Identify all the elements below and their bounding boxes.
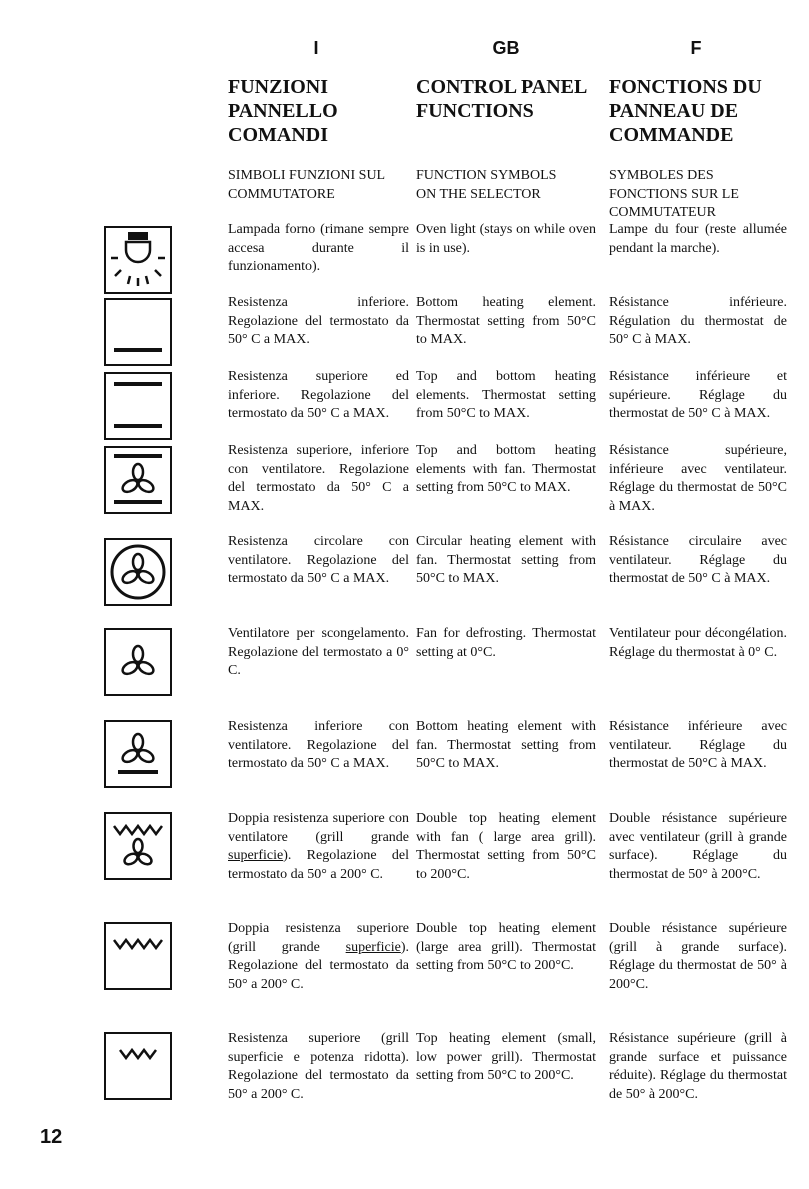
- function-description-gb: Bottom heating element with fan. Thermostat setting from 50°C to MAX.: [416, 719, 596, 771]
- function-description-it: Ventilatore per scongelamento. Regolazione del termostato a 0° C.: [228, 626, 409, 678]
- function-description-fr: Lampe du four (reste allumée pendant la marche).: [609, 222, 787, 256]
- page-number: 12: [40, 1126, 63, 1148]
- function-description-it: Resistenza circolare con ventilatore. Regolazione del termostato da 50° C a MAX.: [228, 534, 409, 586]
- subtitle-italian: SIMBOLI FUNZIONI SUL COMMUTATORE: [228, 168, 386, 202]
- circular-heating-fan-icon: [104, 538, 172, 606]
- section-title-italian: FUNZIONI PANNELLO COMANDI: [228, 76, 338, 146]
- function-description-gb: Double top heating element (large area grill). Thermostat setting from 50°C to 200°C.: [416, 921, 596, 973]
- function-description-gb: Top heating element (small, low power grill). Thermostat setting from 50°C to 200°C.: [416, 1031, 596, 1083]
- top-and-bottom-heating-icon: [104, 372, 172, 440]
- top-bottom-heating-fan-icon: [104, 446, 172, 514]
- function-description-it: Resistenza superiore ed inferiore. Regolazione del termostato da 50° C a MAX.: [228, 369, 409, 421]
- function-description-fr: Double résistance supérieure (grill à grande surface). Réglage du thermostat de 50° à 200°C.: [609, 921, 787, 992]
- function-description-gb: Double top heating element with fan ( large area grill). Thermostat setting from 50°C to 200°C.: [416, 811, 596, 882]
- subtitle-french: SYMBOLES DES FONCTIONS SUR LE COMMUTATEUR: [609, 168, 739, 220]
- bottom-heating-element-icon: [104, 298, 172, 366]
- small-grill-icon: [104, 1032, 172, 1100]
- function-description-gb: Fan for defrosting. Thermostat setting at 0°C.: [416, 626, 596, 660]
- function-description-gb: Top and bottom heating elements. Thermostat setting from 50°C to MAX.: [416, 369, 596, 421]
- function-description-it: Resistenza superiore, inferiore con ventilatore. Regolazione del termostato da 50° C a MAX.: [228, 443, 409, 514]
- function-description-fr: Ventilateur pour décongélation. Réglage du thermostat à 0° C.: [609, 626, 787, 660]
- column-header-italian: I: [313, 38, 319, 58]
- function-description-it: Resistenza superiore (grill superficie e potenza ridotta). Regolazione del termostato da 50° a 200° C.: [228, 1031, 409, 1102]
- function-description-it: Resistenza inferiore. Regolazione del termostato da 50° C a MAX.: [228, 295, 409, 347]
- function-description-it: Lampada forno (rimane sempre accesa durante il funzionamento).: [228, 222, 409, 274]
- double-grill-fan-icon: [104, 812, 172, 880]
- function-description-it: Doppia resistenza superiore (grill grande superficie). Regolazione del termostato da 50° a 200° C.: [228, 921, 409, 992]
- function-description-gb: Circular heating element with fan. Thermostat setting from 50°C to MAX.: [416, 534, 596, 586]
- function-description-it: Doppia resistenza superiore con ventilatore (grill grande superficie). Regolazione del termostato da 50° a 200° C.: [228, 811, 409, 882]
- function-description-fr: Résistance supérieure (grill à grande surface et puissance réduite). Réglage du thermostat de 50° à 200°C.: [609, 1031, 787, 1102]
- bottom-heating-fan-icon: [104, 720, 172, 788]
- function-description-fr: Résistance inférieure. Régulation du thermostat de 50° C à MAX.: [609, 295, 787, 347]
- function-description-fr: Résistance supérieure, inférieure avec ventilateur. Réglage du thermostat de 50°C à MAX.: [609, 443, 787, 514]
- function-description-fr: Résistance inférieure avec ventilateur. Réglage du thermostat de 50°C à MAX.: [609, 719, 787, 771]
- subtitle-english: FUNCTION SYMBOLS ON THE SELECTOR: [416, 168, 557, 202]
- function-description-fr: Résistance circulaire avec ventilateur. Réglage du thermostat de 50° C à MAX.: [609, 534, 787, 586]
- section-title-english: CONTROL PANEL FUNCTIONS: [416, 76, 588, 122]
- function-description-gb: Bottom heating element. Thermostat setting from 50°C to MAX.: [416, 295, 596, 347]
- function-description-gb: Oven light (stays on while oven is in use).: [416, 222, 596, 256]
- section-title-french: FONCTIONS DU PANNEAU DE COMMANDE: [609, 76, 762, 146]
- column-header-english: GB: [492, 38, 520, 58]
- function-description-fr: Résistance inférieure et supérieure. Réglage du thermostat de 50° C à MAX.: [609, 369, 787, 421]
- function-description-it: Resistenza inferiore con ventilatore. Regolazione del termostato da 50° C a MAX.: [228, 719, 409, 771]
- function-description-fr: Double résistance supérieure avec ventilateur (grill à grande surface). Réglage du thermostat de 50° à 200°C.: [609, 811, 787, 882]
- oven-light-icon: [104, 226, 172, 294]
- column-header-french: F: [690, 38, 702, 58]
- function-description-gb: Top and bottom heating elements with fan. Thermostat setting from 50°C to MAX.: [416, 443, 596, 495]
- defrost-fan-icon: [104, 628, 172, 696]
- double-grill-icon: [104, 922, 172, 990]
